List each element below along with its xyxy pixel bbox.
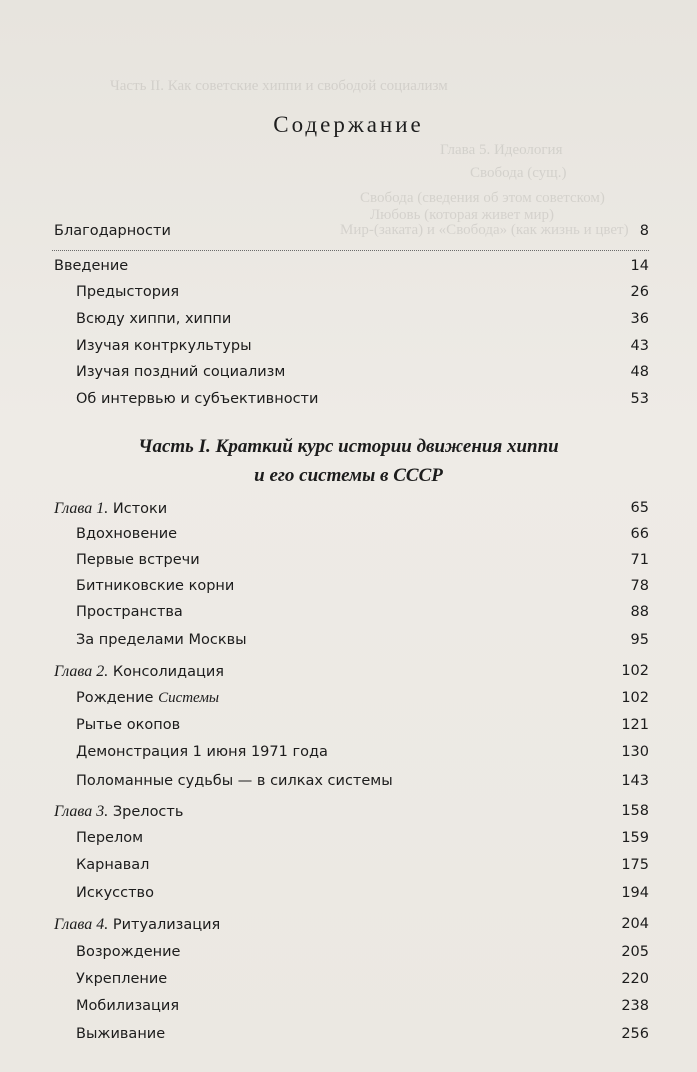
chapter-prefix: Глава 1. bbox=[54, 500, 109, 517]
chapter-label bbox=[54, 916, 220, 934]
entry-label: Укрепление bbox=[76, 971, 168, 987]
toc-entry bbox=[0, 771, 697, 795]
entry-label: Возрождение bbox=[76, 944, 181, 960]
chapter-prefix: Глава 3. bbox=[54, 803, 109, 820]
page-number: 26 bbox=[630, 284, 649, 300]
page-number: 36 bbox=[630, 311, 649, 327]
entry-label: За пределами Москвы bbox=[76, 632, 247, 648]
entry-label-emphasis: Системы bbox=[158, 690, 220, 706]
chapter-label bbox=[54, 500, 167, 518]
entry-label: Демонстрация 1 июня 1971 года bbox=[76, 744, 328, 760]
page-number: 48 bbox=[630, 364, 649, 380]
chapter-prefix: Глава 2. bbox=[54, 663, 109, 680]
entry-label bbox=[76, 690, 219, 707]
toc-entry bbox=[0, 942, 697, 966]
page-number: 14 bbox=[630, 258, 649, 274]
page-number: 220 bbox=[621, 971, 649, 987]
entry-label: Перелом bbox=[76, 830, 144, 846]
chapter-label bbox=[54, 663, 224, 681]
page-number: 65 bbox=[630, 500, 649, 516]
page-number: 205 bbox=[621, 944, 649, 960]
toc-entry bbox=[0, 1024, 697, 1048]
toc-entry bbox=[0, 715, 697, 739]
page-number: 194 bbox=[621, 885, 649, 901]
page-number: 102 bbox=[621, 663, 649, 679]
toc-entry bbox=[0, 969, 697, 993]
bleed-line: Свобода (сущ.) bbox=[470, 165, 567, 181]
toc-entry bbox=[0, 855, 697, 879]
chapter-title: Консолидация bbox=[112, 664, 224, 680]
page-number: 143 bbox=[621, 773, 649, 789]
toc-entry bbox=[0, 550, 697, 574]
entry-label: Введение bbox=[54, 258, 129, 274]
page-number: 256 bbox=[621, 1026, 649, 1042]
chapter-title: Зрелость bbox=[112, 804, 184, 820]
page-number: 175 bbox=[621, 857, 649, 873]
bleed-line: Мир-(заката) и «Свобода» (как жизнь и цвет) bbox=[340, 222, 629, 238]
toc-entry bbox=[0, 742, 697, 766]
toc-entry bbox=[0, 309, 697, 333]
bleed-line: Глава 5. Идеология bbox=[440, 142, 563, 158]
chapter-title: Истоки bbox=[112, 501, 168, 517]
toc-entry bbox=[0, 996, 697, 1020]
toc-entry bbox=[0, 389, 697, 413]
toc-entry bbox=[0, 630, 697, 654]
toc-entry bbox=[0, 828, 697, 852]
chapter-entry bbox=[0, 914, 697, 938]
page-number: 66 bbox=[630, 526, 649, 542]
entry-label: Благодарности bbox=[54, 223, 171, 239]
entry-label: Предыстория bbox=[76, 284, 180, 300]
toc-entry bbox=[0, 688, 697, 712]
chapter-entry bbox=[0, 498, 697, 522]
divider bbox=[52, 250, 649, 251]
toc-entry bbox=[0, 524, 697, 548]
chapter-label bbox=[54, 803, 183, 821]
entry-label: Вдохновение bbox=[76, 526, 178, 542]
entry-label: Карнавал bbox=[76, 857, 150, 873]
part-title: Часть I. Краткий курс истории движения хиппи bbox=[138, 436, 559, 457]
entry-label: Всюду хиппи, хиппи bbox=[76, 311, 232, 327]
entry-label: Об интервью и субъективности bbox=[76, 391, 319, 407]
page-number: 121 bbox=[621, 717, 649, 733]
page-title: Содержание bbox=[273, 112, 424, 137]
entry-label: Изучая контркультуры bbox=[76, 338, 252, 354]
chapter-entry bbox=[0, 661, 697, 685]
toc-entry bbox=[0, 576, 697, 600]
page-number: 78 bbox=[630, 578, 649, 594]
page-number: 71 bbox=[630, 552, 649, 568]
bleed-line: Свобода (сведения об этом советском) bbox=[360, 190, 605, 206]
page-number: 88 bbox=[630, 604, 649, 620]
page-number: 53 bbox=[630, 391, 649, 407]
page-number: 204 bbox=[621, 916, 649, 932]
page-number: 130 bbox=[621, 744, 649, 760]
entry-label: Поломанные судьбы — в силках системы bbox=[76, 773, 393, 789]
page-number: 159 bbox=[621, 830, 649, 846]
bleed-line: Часть II. Как советские хиппи и свободой социализм bbox=[110, 78, 448, 94]
chapter-entry bbox=[0, 801, 697, 825]
page-number: 95 bbox=[630, 632, 649, 648]
toc-entry bbox=[0, 602, 697, 626]
entry-label: Рытье окопов bbox=[76, 717, 181, 733]
toc-entry bbox=[0, 362, 697, 386]
entry-label: Битниковские корни bbox=[76, 578, 235, 594]
entry-label-text: Рождение bbox=[76, 690, 154, 706]
page-number: 43 bbox=[630, 338, 649, 354]
chapter-title: Ритуализация bbox=[112, 917, 221, 933]
toc-entry bbox=[0, 883, 697, 907]
entry-label: Пространства bbox=[76, 604, 183, 620]
entry-label: Искусство bbox=[76, 885, 154, 901]
page-number: 102 bbox=[621, 690, 649, 706]
bleed-line: Любовь (которая живет мир) bbox=[370, 207, 555, 223]
entry-label: Изучая поздний социализм bbox=[76, 364, 286, 380]
toc-entry bbox=[0, 336, 697, 360]
entry-label: Выживание bbox=[76, 1026, 166, 1042]
chapter-prefix: Глава 4. bbox=[54, 916, 109, 933]
entry-label: Мобилизация bbox=[76, 998, 180, 1014]
entry-label: Первые встречи bbox=[76, 552, 200, 568]
toc-entry bbox=[0, 221, 697, 245]
toc-entry bbox=[0, 282, 697, 306]
page-number: 8 bbox=[639, 223, 649, 239]
page-number: 238 bbox=[621, 998, 649, 1014]
page-number: 158 bbox=[621, 803, 649, 819]
toc-entry bbox=[0, 256, 697, 280]
part-subtitle: и его системы в СССР bbox=[254, 465, 443, 486]
